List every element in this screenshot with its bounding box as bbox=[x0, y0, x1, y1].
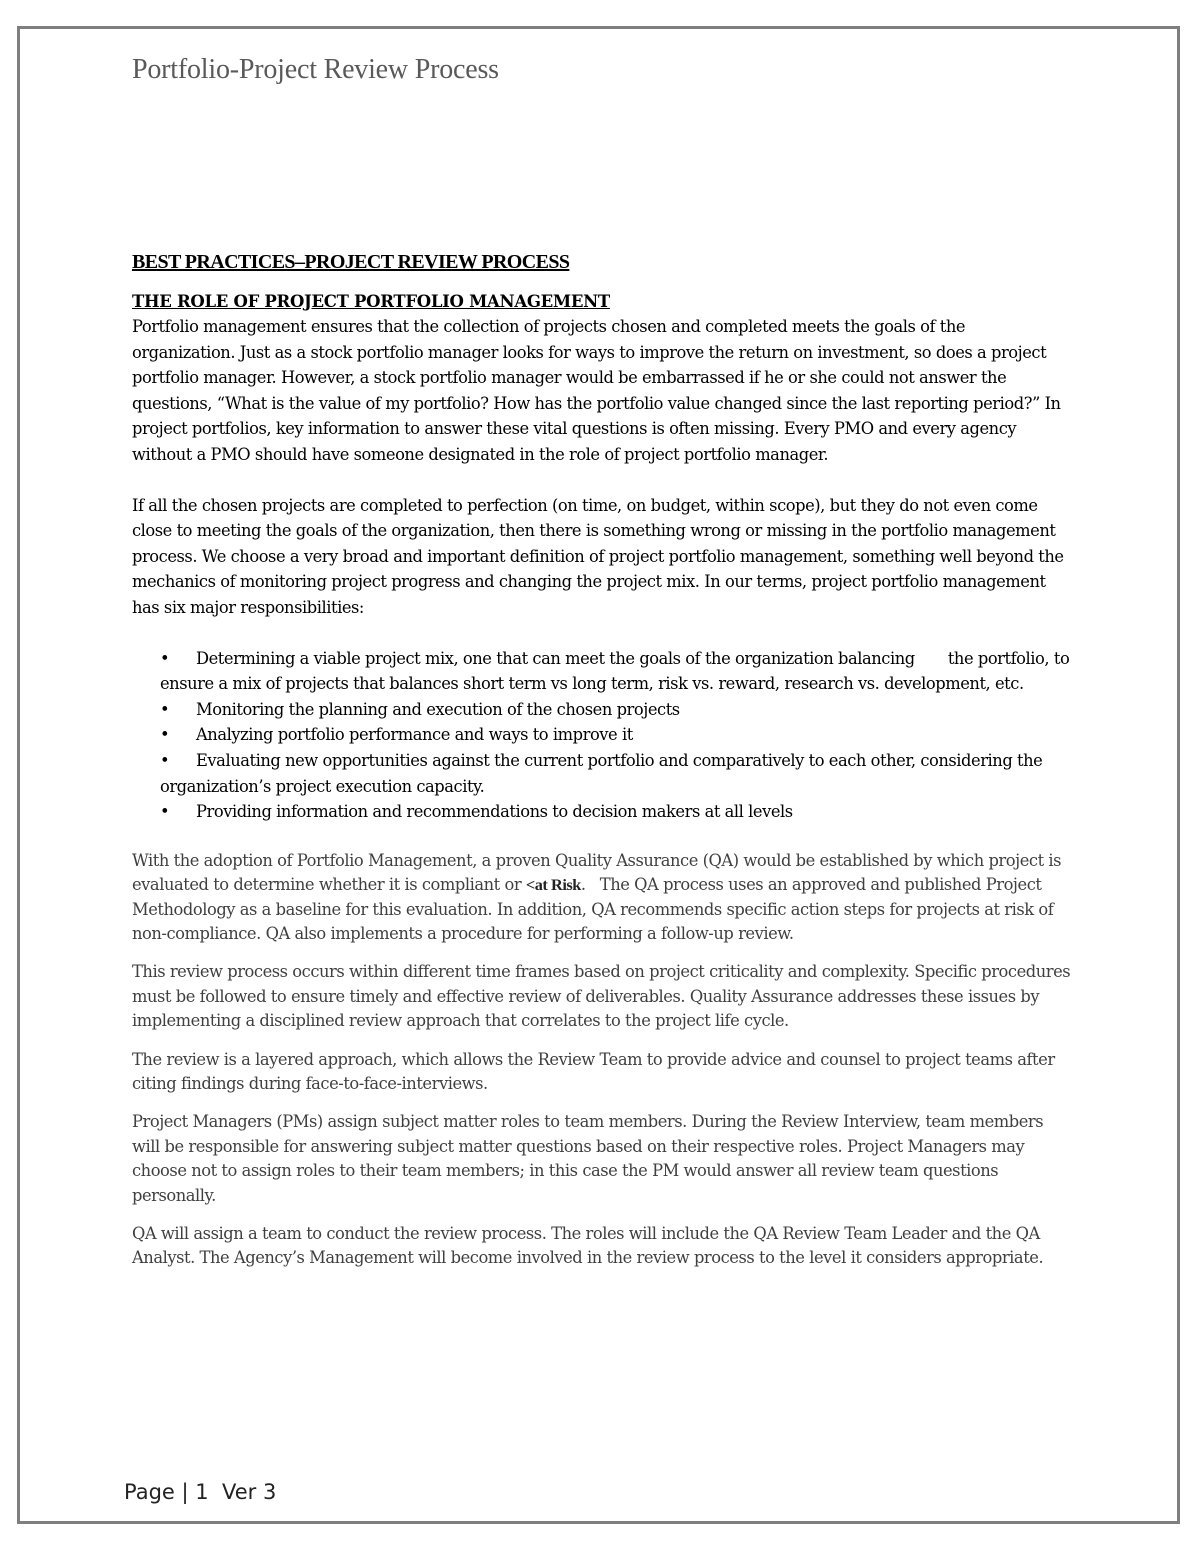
section-heading: THE ROLE OF PROJECT PORTFOLIO MANAGEMENT bbox=[132, 292, 610, 311]
list-item bbox=[132, 722, 1072, 748]
at-risk-emphasis: <at Risk bbox=[525, 875, 581, 895]
page-footer: Page | 1 Ver 3 bbox=[124, 1480, 277, 1504]
bullet-icon: • bbox=[160, 802, 170, 822]
bullet-icon: • bbox=[160, 725, 170, 745]
bullet-icon: • bbox=[160, 750, 170, 770]
bullet-icon: • bbox=[160, 648, 170, 668]
list-item-text: Determining a viable project mix, one that can meet the goals of the organization balancing the portfolio, to ensure a mix of projects that balances short term vs long term, risk vs. reward, research vs. development, etc. bbox=[160, 648, 1070, 694]
list-item bbox=[132, 646, 1072, 697]
paragraph-layered-approach: The review is a layered approach, which allows the Review Team to provide advice and counsel to project teams after citing findings during face-to-face-interviews. bbox=[132, 1049, 1055, 1093]
qa-text-before: With the adoption of Portfolio Management, a proven Quality Assurance (QA) would be established by which project is evaluated to determine whether it is compliant or bbox=[132, 850, 1062, 895]
list-item-text: Monitoring the planning and execution of the chosen projects bbox=[196, 699, 680, 719]
list-item-text: Evaluating new opportunities against the current portfolio and comparatively to each other, considering the organization’s project execution capacity. bbox=[160, 750, 1043, 796]
paragraph-portfolio-management: Portfolio management ensures that the collection of projects chosen and completed meets the goals of the organization. Just as a stock portfolio manager looks for ways to improve the return on investment, so does a project portfolio manager. However, a stock portfolio manager would be embarrassed if he or she could not answer the questions, “What is the value of my portfolio? How has the portfolio value changed since the last reporting period?” In project portfolios, key information to answer these vital questions is often missing. Every PMO and every agency without a PMO should have someone designated in the role of project portfolio manager. bbox=[132, 317, 1061, 464]
list-item bbox=[132, 697, 1072, 723]
list-item bbox=[132, 799, 1072, 825]
paragraph-review-timeframes: This review process occurs within different time frames based on project criticality and complexity. Specific procedures must be followed to ensure timely and effective review of deliverables. Quality Assurance addresses these issues by implementing a disciplined review approach that correlates to the project life cycle. bbox=[132, 962, 1071, 1031]
list-item-text: Analyzing portfolio performance and ways to improve it bbox=[196, 725, 633, 745]
paragraph-qa-adoption bbox=[132, 849, 1072, 947]
document-body bbox=[132, 247, 1072, 1285]
bullet-icon: • bbox=[160, 699, 170, 719]
paragraph-qa-team: QA will assign a team to conduct the review process. The roles will include the QA Review Team Leader and the QA Analyst. The Agency’s Management will become involved in the review process to the level it considers appropriate. bbox=[132, 1223, 1044, 1268]
qa-section bbox=[132, 849, 1072, 1271]
qa-text-after: . The QA process uses an approved and published Project Methodology as a baseline for this evaluation. In addition, QA recommends specific action steps for projects at risk of non-compliance. QA also implements a procedure for performing a follow-up review. bbox=[132, 875, 1054, 943]
responsibilities-list bbox=[132, 646, 1072, 825]
paragraph-pm-roles: Project Managers (PMs) assign subject matter roles to team members. During the Review Interview, team members will be responsible for answering subject matter questions based on their respective roles. Project Managers may choose not to assign roles to their team members; in this case the PM would answer all review team questions personally. bbox=[132, 1112, 1044, 1205]
main-heading: BEST PRACTICES–PROJECT REVIEW PROCESS bbox=[132, 251, 570, 273]
document-header-title: Portfolio-Project Review Process bbox=[132, 54, 499, 85]
paragraph-chosen-projects: If all the chosen projects are completed to perfection (on time, on budget, within scope), but they do not even come close to meeting the goals of the organization, then there is something wrong or missing in the portfolio management process. We choose a very broad and important definition of project portfolio management, something well beyond the mechanics of monitoring project progress and changing the project mix. In our terms, project portfolio management has six major responsibilities: bbox=[132, 495, 1064, 617]
list-item-text: Providing information and recommendations to decision makers at all levels bbox=[196, 802, 793, 822]
list-item bbox=[132, 748, 1072, 799]
